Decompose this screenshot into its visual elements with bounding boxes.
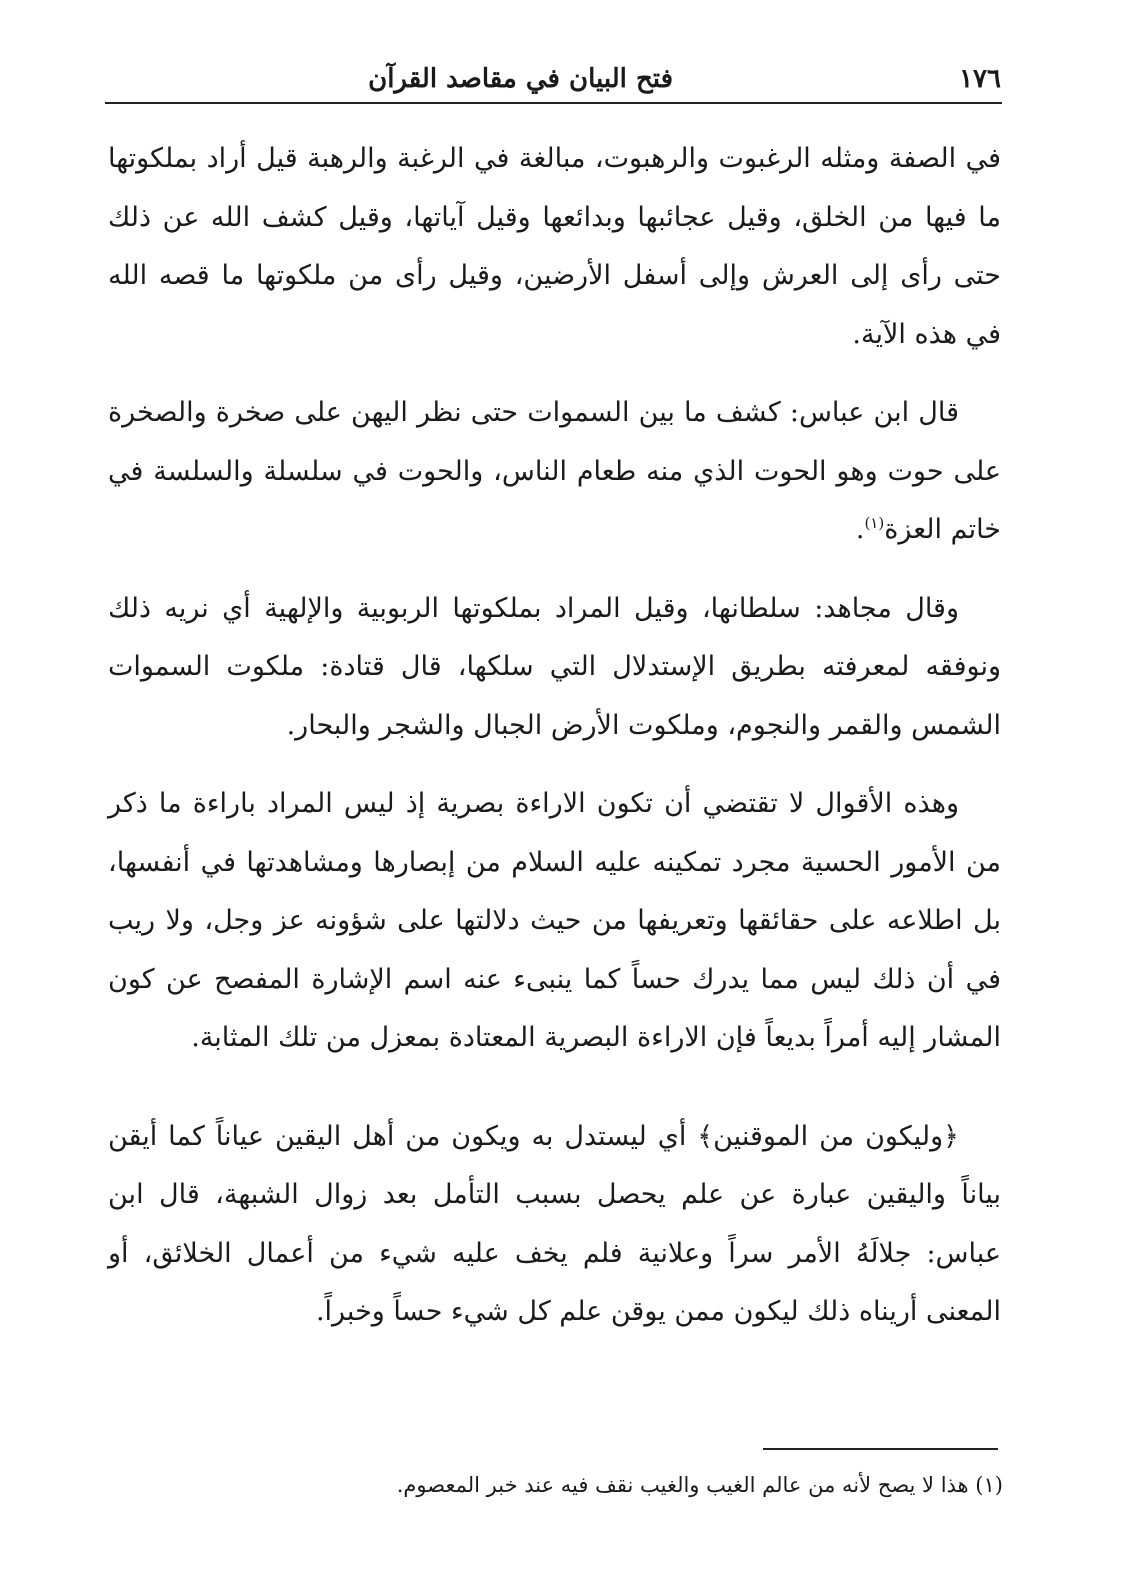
footnote-divider [763,1448,998,1450]
footnote-reference[interactable]: (١) [864,514,885,532]
paragraph-end-mark: . [855,514,865,545]
running-header [110,60,1003,104]
paragraph: وقال مجاهد: سلطانها، وقيل المراد بملكوتها الربوبية والإلهية أي نريه ذلك ونوفقه لمعرفته بطريق الإستدلال التي سلكها، قال قتادة: ملكوت السموات الشمس والقمر والنجوم، وملكوت الأرض الجبال والشجر والبحار. [108,592,1001,741]
paragraph: ﴿وليكون من الموقنين﴾ أي ليستدل به ويكون من أهل اليقين عياناً كما أيقن بياناً واليقين عبارة عن علم يحصل بسبب التأمل بعد زوال الشبهة، قال ابن عباس: جلالَهُ الأمر سراً وعلانية فلم يخف عليه شيء من أعمال الخلائق، أو المعنى أريناه ذلك ليكون ممن يوقن علم كل شيء حساً وخبراً. [108,1120,1001,1327]
book-title: فتح البيان في مقاصد القرآن [368,64,673,94]
paragraph-text: قال ابن عباس: كشف ما بين السموات حتى نظر اليهن على صخرة والصخرة على حوت وهو الحوت الذي منه طعام الناس، والحوت في سلسلة والسلسة في خاتم العزة [108,397,1001,545]
main-text [108,130,1001,1342]
paragraph: في الصفة ومثله الرغبوت والرهبوت، مبالغة في الرغبة والرهبة قيل أراد بملكوتها ما فيها من الخلق، وقيل عجائبها وبدائعها وقيل آياتها، وقيل كشف الله عن ذلك حتى رأى إلى العرش وإلى أسفل الأرضين، وقيل رأى من ملكوتها ما قصه الله في هذه الآية. [108,143,1001,350]
footnote: (١) هذا لا يصح لأنه من عالم الغيب والغيب نقف فيه عند خبر المعصوم. [396,1473,1003,1497]
header-divider [105,102,1002,104]
paragraph [108,384,1001,560]
page-number: ١٧٦ [959,64,1001,94]
paragraph: وهذه الأقوال لا تقتضي أن تكون الاراءة بصرية إذ ليس المراد باراءة ما ذكر من الأمور الحسية مجرد تمكينه عليه السلام من إبصارها ومشاهدتها في أنفسها، بل اطلاعه على حقائقها وتعريفها من حيث دلالتها على شؤونه عز وجل، ولا ريب في أن ذلك ليس مما يدرك حساً كما ينبىء عنه اسم الإشارة المفصح عن كون المشار إليه أمراً بديعاً فإن الاراءة البصرية المعتادة بمعزل من تلك المثابة. [108,788,1001,1053]
